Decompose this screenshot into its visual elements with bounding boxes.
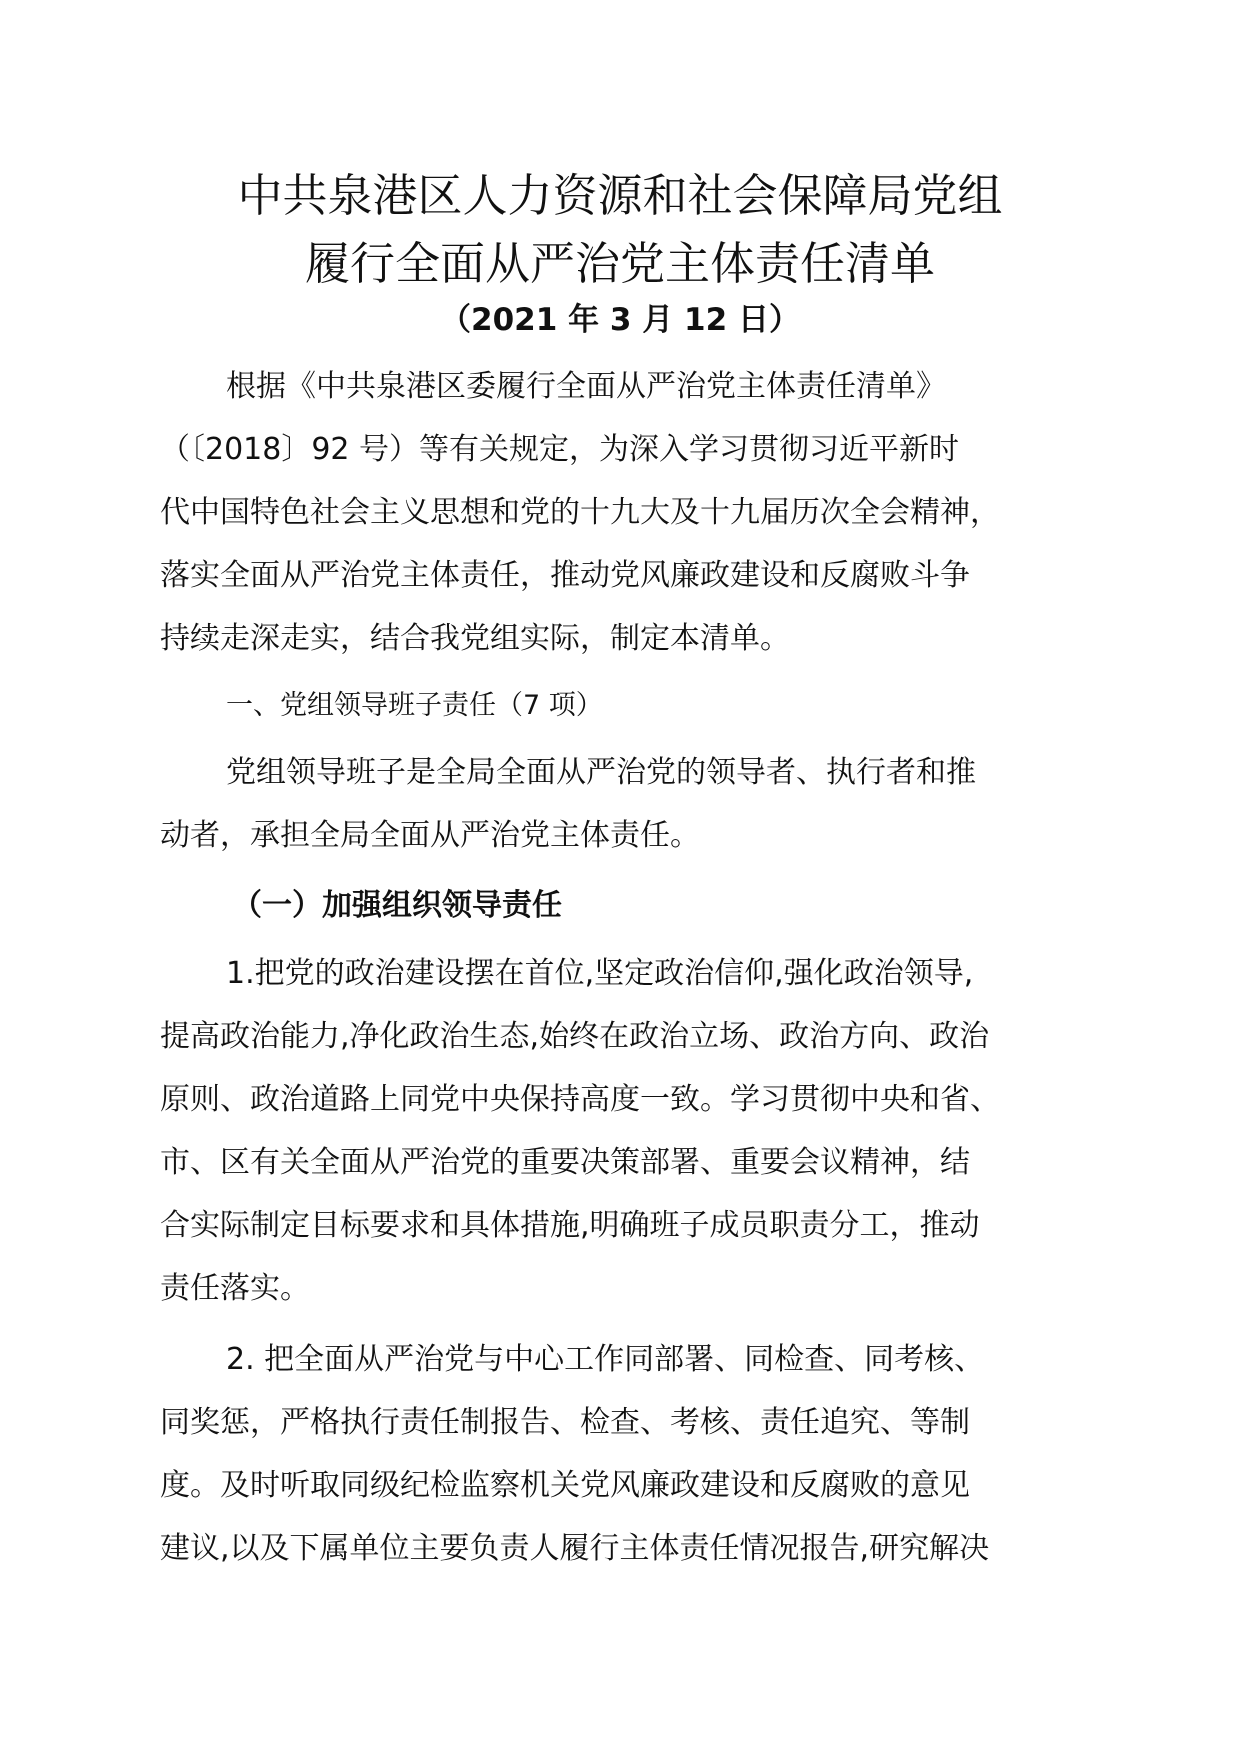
body-line: 责任落实。: [160, 1271, 310, 1306]
body-line: 落实全面从严治党主体责任，推动党风廉政建设和反腐败斗争: [160, 558, 970, 593]
body-line: （〔2018〕92 号）等有关规定，为深入学习贯彻习近平新时: [160, 432, 960, 467]
body-line: 代中国特色社会主义思想和党的十九大及十九届历次全会精神，: [160, 495, 1000, 530]
body-line: 合实际制定目标要求和具体措施,明确班子成员职责分工，推动: [160, 1208, 980, 1243]
document-title-line-2: 履行全面从严治党主体责任清单: [304, 237, 935, 290]
document-date: （2021 年 3 月 12 日）: [440, 302, 800, 338]
body-line: 提高政治能力,净化政治生态,始终在政治立场、政治方向、政治: [160, 1019, 990, 1054]
document-title-line-1: 中共泉港区人力资源和社会保障局党组: [237, 169, 1003, 222]
body-line: 同奖惩，严格执行责任制报告、检查、考核、责任追究、等制: [160, 1405, 970, 1440]
body-line: 1.把党的政治建设摆在首位,坚定政治信仰,强化政治领导,: [226, 956, 974, 991]
section-heading: 一、党组领导班子责任（7 项）: [226, 690, 603, 721]
body-line: 建议,以及下属单位主要负责人履行主体责任情况报告,研究解决: [160, 1531, 990, 1566]
body-line: 党组领导班子是全局全面从严治党的领导者、执行者和推: [226, 755, 976, 790]
body-line: 原则、政治道路上同党中央保持高度一致。学习贯彻中央和省、: [160, 1082, 1000, 1117]
body-line: 市、区有关全面从严治党的重要决策部署、重要会议精神，结: [160, 1145, 970, 1180]
body-line: 度。及时听取同级纪检监察机关党风廉政建设和反腐败的意见: [160, 1468, 970, 1503]
body-line: 2. 把全面从严治党与中心工作同部署、同检查、同考核、: [226, 1342, 985, 1377]
body-line: 持续走深走实，结合我党组实际，制定本清单。: [160, 621, 790, 656]
body-line: 动者，承担全局全面从严治党主体责任。: [160, 818, 700, 853]
subsection-heading: （一）加强组织领导责任: [232, 888, 562, 923]
body-line: 根据《中共泉港区委履行全面从严治党主体责任清单》: [226, 369, 946, 404]
